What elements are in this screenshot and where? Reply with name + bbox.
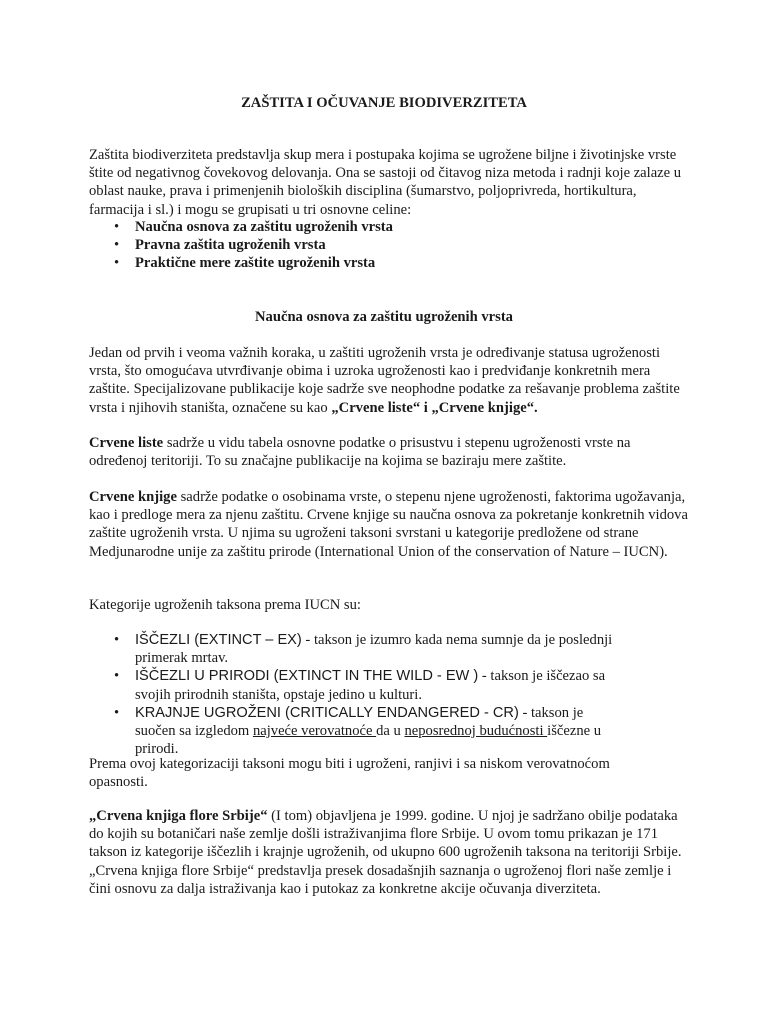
category-text: da u	[376, 723, 405, 740]
paragraph-red-books	[89, 488, 689, 561]
section-title: Naučna osnova za zaštitu ugroženih vrsta	[255, 309, 513, 325]
paragraph-text: (I tom) objavljena je 1999. godine. U njoj je sadržano obilje podataka do kojih su botaničari naše zemlje došli istraživanjima flore Srbije. U ovom tomu prikazan je 171 takson iz kategorije iščezlih i krajnje ugroženih, od ukupno 600 ugroženih taksona na teritoriji Srbije. „Crvena knjiga flore Srbije“ predstavlja presek dosadašnjih saznanja o ugroženoj flori naše zemlje i čini osnovu za dalja istraživanja kao i putokaz za konkretne akcije očuvanja diverziteta.	[89, 808, 682, 897]
paragraph-text: Jedan od prvih i veoma važnih koraka, u zaštiti ugroženih vrsta je određivanje statusa ugroženosti vrsta, što omogućava utvrđivanje obima i uzroka ugroženosti kao i predviđanje konkretnih mera zaštite. Specijalizovane publikacije koje sadrže sve neophodne podatke za rešavanje problema zaštite vrsta i njihovih staništa, označene su kao	[89, 345, 680, 416]
term-red-book-serbia: „Crvena knjiga flore Srbije“	[89, 808, 268, 824]
underlined-text: najveće verovatnoće	[252, 723, 377, 740]
category-head: IŠČEZLI U PRIRODI (EXTINCT IN THE WILD - EW )	[135, 668, 479, 685]
category-text: - takson je suočen sa izgledom	[135, 704, 584, 740]
document-title: ZAŠTITA I OČUVANJE BIODIVERZITETA	[241, 95, 527, 111]
category-head: IŠČEZLI (EXTINCT – EX)	[135, 632, 302, 648]
intro-list-item: • Praktične mere zaštite ugroženih vrsta	[135, 254, 393, 272]
category-item	[135, 631, 625, 667]
category-head: KRAJNJE UGROŽENI (CRITICALLY ENDANGERED - CR)	[135, 704, 519, 721]
category-item	[135, 704, 625, 759]
intro-paragraph: Zaštita biodiverziteta predstavlja skup mera i postupaka kojima se ugrožene biljne i životinjske vrste štite od negativnog čovekovog delovanja. Ona se sastoji od čitavog niza metoda i radnji koje zalaze u oblast nauke, prava i primenjenih bioloških disciplina (šumarstvo, poljoprivreda, hortikultura, farmacija i sl.) i mogu se grupisati u tri osnovne celine:	[89, 147, 682, 218]
paragraph-red-book-serbia	[89, 807, 691, 898]
paragraph-red-lists	[89, 434, 689, 470]
term-red-lists: Crvene liste	[89, 435, 164, 451]
intro-list	[135, 218, 393, 273]
category-text: - takson je izumro kada nema sumnje da je poslednji primerak mrtav.	[135, 632, 613, 667]
paragraph-categorization: Prema ovoj kategorizaciji taksoni mogu biti i ugroženi, ranjivi i sa niskom verovatnoćom opasnosti.	[89, 756, 610, 791]
paragraph-categories-intro: Kategorije ugroženih taksona prema IUCN su:	[89, 597, 361, 613]
category-item	[135, 667, 625, 703]
paragraph-text: sadrže u vidu tabela osnovne podatke o prisustvu i stepenu ugroženosti vrste na određenoj teritoriji. To su značajne publikacije na kojima se baziraju mere zaštite.	[89, 435, 631, 470]
intro-list-item: • Pravna zaštita ugroženih vrsta	[135, 236, 393, 254]
term-red-books: Crvene knjige	[89, 489, 177, 505]
underlined-text: neposrednoj budućnosti	[404, 723, 548, 740]
category-text: - takson je iščezao sa svojih prirodnih staništa, opstaje jedino u kulturi.	[135, 668, 606, 703]
intro-list-item: • Naučna osnova za zaštitu ugroženih vrsta	[135, 218, 393, 236]
iucn-category-list	[135, 631, 625, 758]
paragraph-text: sadrže podatke o osobinama vrste, o stepenu njene ugroženosti, faktorima ugožavanja, kao i predloge mera za njenu zaštitu. Crvene knjige su naučna osnova za pokretanje konkretnih vidova zaštite ugroženih vrsta. U njima su ugroženi taksoni svrstani u kategorije predložene od strane Medjunarodne unije za zaštitu prirode (International Union of the conservation of Nature – IUCN).	[89, 489, 688, 560]
category-text: iščezne u prirodi.	[135, 723, 602, 758]
paragraph-status	[89, 344, 691, 417]
paragraph-bold-text: „Crvene liste“ i „Crvene knjige“.	[331, 399, 538, 416]
